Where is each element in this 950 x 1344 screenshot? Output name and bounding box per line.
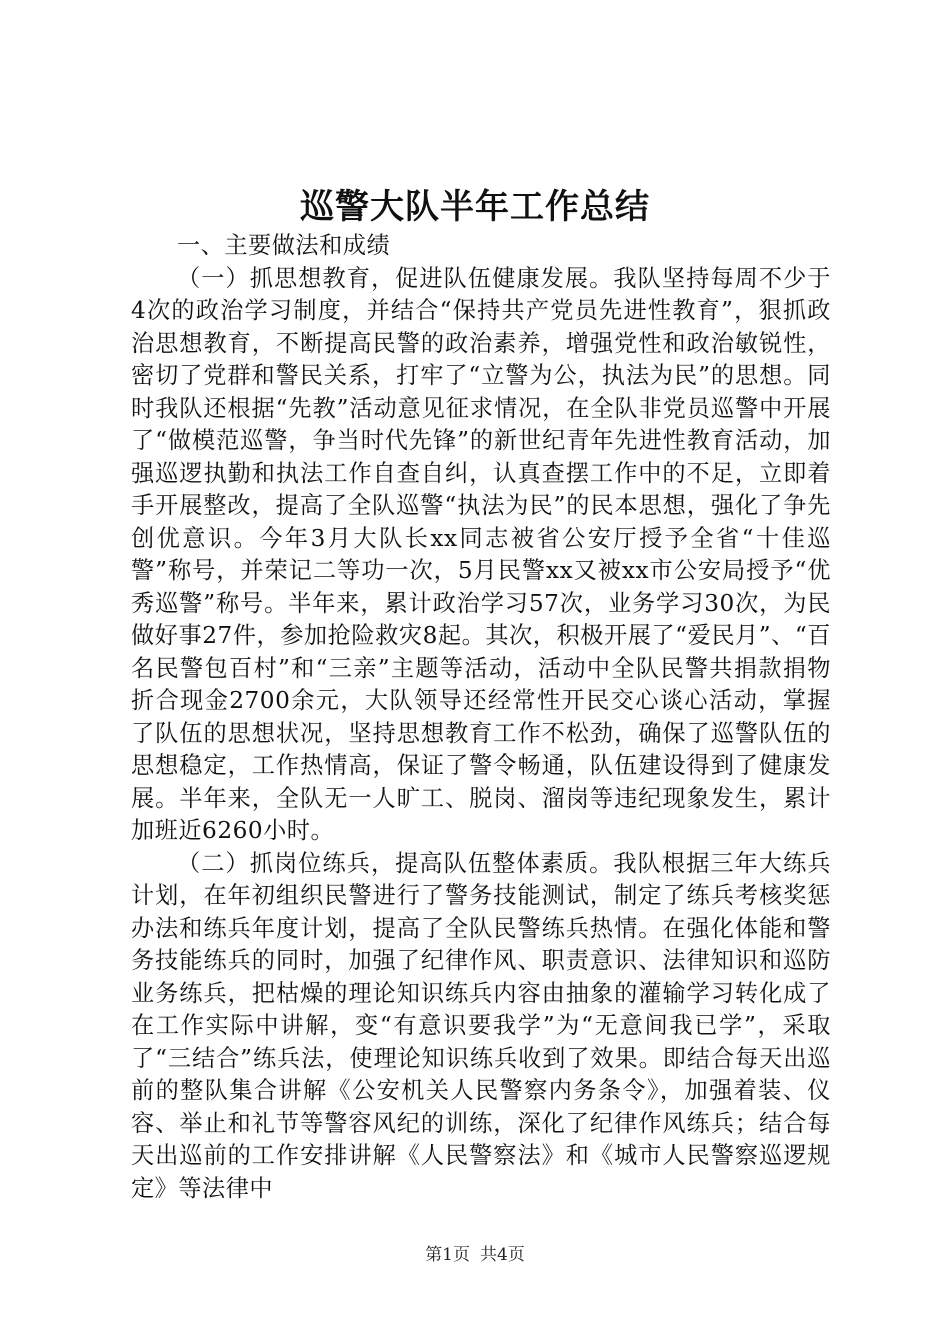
page-total: 共4页 — [480, 1245, 525, 1265]
page-number: 第1页 — [425, 1245, 470, 1265]
paragraph-2: （二）抓岗位练兵，提高队伍整体素质。我队根据三年大练兵计划，在年初组织民警进行了警务技能测试，制定了练兵考核奖惩办法和练兵年度计划，提高了全队民警练兵热情。在强化体能和警务技能练兵的同时，加强了纪律作风、职责意识、法律知识和巡防业务练兵，把枯燥的理论知识练兵内容由抽象的灌输学习转化成了在工作实际中讲解，变“有意识要我学”为“无意间我已学”，采取了“三结合”练兵法，使理论知识练兵收到了效果。即结合每天出巡前的整队集合讲解《公安机关人民警察内务条令》，加强着装、仪容、举止和礼节等警容风纪的训练，深化了纪律作风练兵；结合每天出巡前的工作安排讲解《人民警察法》和《城市人民警察巡逻规定》等法律中 — [131, 849, 831, 1202]
document-title: 巡警大队半年工作总结 — [300, 187, 650, 227]
document-body — [131, 230, 831, 1205]
paragraph-1: （一）抓思想教育，促进队伍健康发展。我队坚持每周不少于4次的政治学习制度，并结合“保持共产党员先进性教育”，狠抓政治思想教育，不断提高民警的政治素养，增强党性和政治敏锐性，密切了党群和警民关系，打牢了“立警为公，执法为民”的思想。同时我队还根据“先教”活动意见征求情况，在全队非党员巡警中开展了“做模范巡警，争当时代先锋”的新世纪青年先进性教育活动，加强巡逻执勤和执法工作自查自纠，认真查摆工作中的不足，立即着手开展整改，提高了全队巡警“执法为民”的民本思想，强化了争先创优意识。今年3月大队长xx同志被省公安厅授予全省“十佳巡警”称号，并荣记二等功一次，5月民警xx又被xx市公安局授予“优秀巡警”称号。半年来，累计政治学习57次，业务学习30次，为民做好事27件，参加抢险救灾8起。其次，积极开展了“爱民月”、“百名民警包百村”和“三亲”主题等活动，活动中全队民警共捐款捐物折合现金2700余元，大队领导还经常性开民交心谈心活动，掌握了队伍的思想状况，坚持思想教育工作不松劲，确保了巡警队伍的思想稳定，工作热情高，保证了警令畅通，队伍建设得到了健康发展。半年来，全队无一人旷工、脱岗、溜岗等违纪现象发生，累计加班近6260小时。 — [131, 264, 831, 844]
section-heading: 一、主要做法和成绩 — [177, 232, 391, 259]
page-footer — [0, 1243, 950, 1267]
